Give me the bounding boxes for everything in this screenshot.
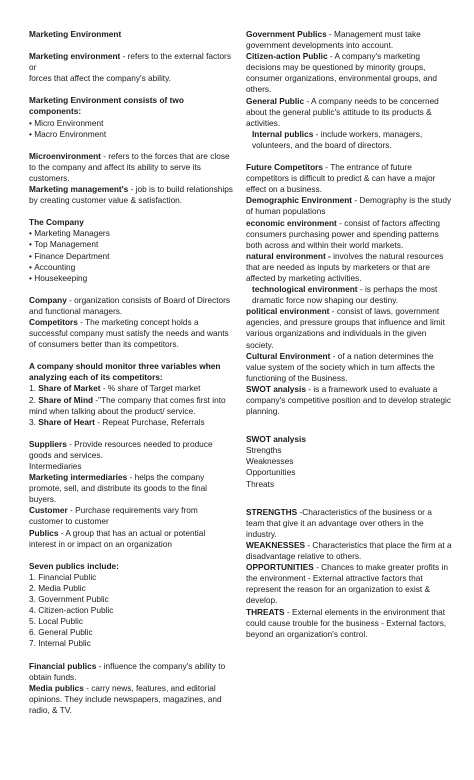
definition-future-competitors: Future Competitors - The entrance of future competitors is difficult to predict & can have a major effect on a business.	[246, 162, 436, 195]
list-item: • Micro Environment	[29, 118, 234, 129]
definition-political: political environment - consist of laws, government agencies, and pressure groups that influence and limit various organizations and individuals in the given society.	[246, 306, 445, 350]
definition-general-public: General Public - A company needs to be concerned about the general public's attitude to its products & activities.	[246, 95, 439, 128]
list-item: • Macro Environment	[29, 129, 234, 140]
list-item: 5. Local Public	[29, 616, 83, 627]
list-item: • Housekeeping	[29, 273, 234, 284]
definition-media-publics: Media publics - carry news, features, and editorial opinions. They include newspapers, magazines, and radio, & TV.	[29, 682, 222, 715]
list-item: Weaknesses	[246, 456, 294, 467]
list-item: • Accounting	[29, 262, 234, 273]
definition-citizen-action: Citizen-action Public - A company's marketing decisions may be questioned by minority groups, consumer organizations, environmental groups, and others.	[246, 51, 437, 95]
list-item: 7. Internal Public	[29, 638, 91, 649]
definition-demographic: Demographic Environment - Demography is the study of human populations	[246, 195, 452, 217]
list-item: 2. Share of Mind -"The company that comes first into mind when talking about the product/ service.	[29, 394, 226, 416]
definition-economic: economic environment - consist of factors affecting consumers purchasing power and spending patterns both across and within their world markets.	[246, 217, 440, 250]
definition-suppliers: Suppliers - Provide resources needed to produce goods and services.	[29, 438, 213, 460]
consists-heading-cont: components:	[29, 106, 82, 117]
list-item: • Top Management	[29, 239, 234, 250]
list-item: 1. Financial Public	[29, 571, 97, 582]
intermediaries-label: Intermediaries	[29, 461, 82, 471]
definition-internal-publics: Internal publics - include workers, managers, volunteers, and the board of directors.	[252, 128, 423, 150]
definition-marketing-environment: Marketing environment - refers to the external factors or	[29, 51, 231, 73]
definition-microenvironment: Microenvironment - refers to the forces that are close to the company and affect its ability to serve its customers.	[29, 150, 230, 183]
swot-heading: SWOT analysis	[246, 434, 306, 445]
definition-swot: SWOT analysis - is a framework used to evaluate a company's competitive position and to develop strategic	[246, 383, 451, 405]
left-column	[29, 29, 234, 716]
list-item: 3. Share of Heart - Repeat Purchase, Referrals	[29, 416, 205, 427]
definition-company: Company - organization consists of Board of Directors and functional managers.	[29, 294, 231, 316]
seven-publics-heading: Seven publics include:	[29, 560, 119, 571]
definition-cultural: Cultural Environment - of a nation determines the value system of the society which in turn affects the functioning of the Business.	[246, 350, 435, 383]
definition-technological: technological environment - is perhaps the most dramatic force now shaping our destiny.	[252, 284, 438, 306]
list-item: 1. Share of Market - % share of Target market	[29, 383, 201, 394]
consists-heading: Marketing Environment consists of two	[29, 95, 184, 106]
definition-competitors: Competitors - The marketing concept holds a successful company must satisfy the needs and wants of consumers better than its competitors.	[29, 316, 229, 350]
right-column	[246, 29, 452, 640]
definition-government-publics: Government Publics - Management must take government developments into account.	[246, 29, 421, 51]
definition-strengths: STRENGTHS -Characteristics of the business or a team that give it an advantage over others in the industry.	[246, 506, 432, 539]
list-item: 2. Media Public	[29, 582, 86, 593]
list-item: Strengths	[246, 445, 282, 456]
company-heading: The Company	[29, 217, 84, 228]
definition-opportunities: OPPORTUNITIES - Chances to make greater profits in the environment - External attractive factors that represent the reason for an organization to exist & develop.	[246, 562, 448, 606]
definition-natural: natural environment - involves the natural resources that are needed as inputs by marketers or that are affected by marketing activities.	[246, 250, 444, 283]
monitor-heading: A company should monitor three variables when analyzing each of its competitors:	[29, 361, 221, 383]
definition-customer: Customer - Purchase requirements vary from customer to customer	[29, 505, 198, 527]
list-item: 3. Government Public	[29, 594, 109, 605]
list-item: • Marketing Managers	[29, 228, 234, 239]
list-item: Threats	[246, 478, 275, 489]
definition-marketing-management: Marketing management's - job is to build relationships by creating customer value & satisfaction.	[29, 184, 233, 206]
definition-publics: Publics - A group that has an actual or potential interest in or impact on an organization	[29, 527, 206, 549]
list-item: 6. General Public	[29, 627, 93, 638]
list-item: 4. Citizen-action Public	[29, 605, 114, 616]
definition-swot-cont: planning.	[246, 406, 280, 417]
doc-title: Marketing Environment	[29, 29, 122, 39]
list-item: • Finance Department	[29, 251, 234, 262]
definition-weaknesses: WEAKNESSES - Characteristics that place the firm at a disadvantage relative to others.	[246, 539, 452, 562]
definition-marketing-environment-cont: forces that affect the company's ability.	[29, 73, 171, 84]
list-item: Opportunities	[246, 467, 296, 478]
definition-threats: THREATS - External elements in the environment that could cause trouble for the business - External factors, beyond an organization's control.	[246, 606, 447, 639]
definition-marketing-intermediaries: Marketing intermediaries - helps the company promote, sell, and distribute its goods to the final buyers.	[29, 472, 208, 505]
definition-financial-publics: Financial publics - influence the company's ability to obtain funds.	[29, 660, 226, 682]
